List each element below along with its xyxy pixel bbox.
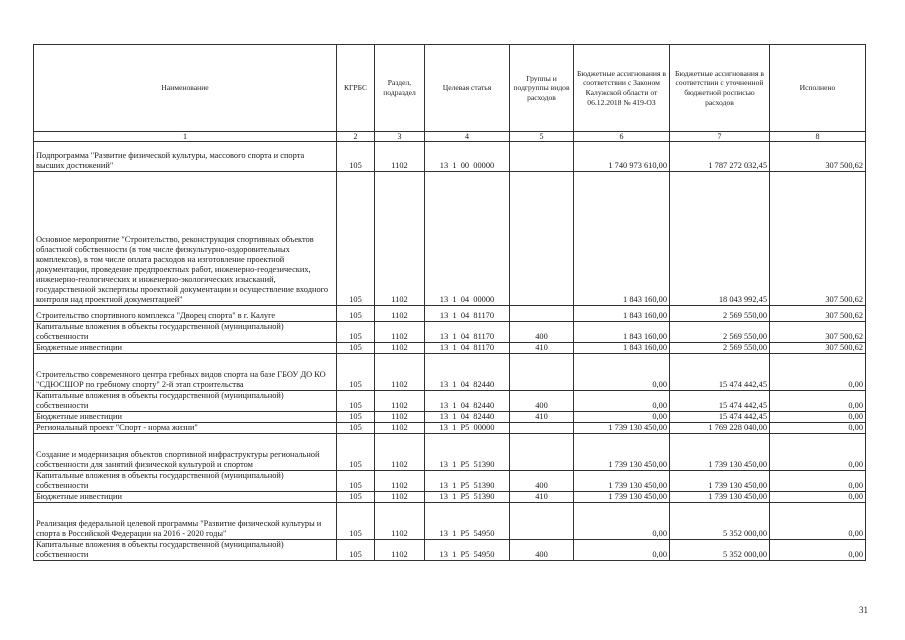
- row-executed-amount: 307 500,62: [770, 306, 866, 322]
- table-row: [34, 471, 866, 492]
- row-executed-amount: 0,00: [770, 391, 866, 412]
- row-target-code: 13 1 P5 51390: [425, 434, 510, 471]
- row-expense-group: [510, 306, 574, 322]
- header-kgrbs: КГРБС: [337, 45, 375, 132]
- row-refined-amount: 2 569 550,00: [670, 322, 770, 343]
- row-refined-amount: 1 787 272 032,45: [670, 142, 770, 172]
- row-law-amount: 0,00: [574, 540, 670, 561]
- row-target-code: 13 1 00 00000: [425, 142, 510, 172]
- column-number: 4: [425, 132, 510, 142]
- row-refined-amount: 1 769 228 040,00: [670, 423, 770, 434]
- row-law-amount: 1 739 130 450,00: [574, 492, 670, 503]
- row-kgrbs: 105: [337, 503, 375, 540]
- column-number: 6: [574, 132, 670, 142]
- row-section: 1102: [375, 391, 425, 412]
- row-executed-amount: 0,00: [770, 492, 866, 503]
- column-number-row: [34, 132, 866, 142]
- row-refined-amount: 1 739 130 450,00: [670, 471, 770, 492]
- row-name: Строительство спортивного комплекса "Дворец спорта" в г. Калуге: [34, 306, 337, 322]
- row-section: 1102: [375, 423, 425, 434]
- row-kgrbs: 105: [337, 540, 375, 561]
- header-target: Целевая статья: [425, 45, 510, 132]
- row-executed-amount: 0,00: [770, 471, 866, 492]
- row-target-code: 13 1 P5 54950: [425, 540, 510, 561]
- row-kgrbs: 105: [337, 172, 375, 306]
- row-refined-amount: 18 043 992,45: [670, 172, 770, 306]
- row-target-code: 13 1 P5 51390: [425, 471, 510, 492]
- row-kgrbs: 105: [337, 354, 375, 391]
- row-executed-amount: 307 500,62: [770, 172, 866, 306]
- table-row: [34, 423, 866, 434]
- row-name: Региональный проект "Спорт - норма жизни": [34, 423, 337, 434]
- row-section: 1102: [375, 434, 425, 471]
- row-name: Создание и модернизация объектов спортивной инфраструктуры региональной собственности для занятий физической культурой и спортом: [34, 434, 337, 471]
- row-name: Бюджетные инвестиции: [34, 343, 337, 354]
- row-refined-amount: 5 352 000,00: [670, 540, 770, 561]
- row-law-amount: 1 739 130 450,00: [574, 434, 670, 471]
- column-number: 7: [670, 132, 770, 142]
- row-kgrbs: 105: [337, 306, 375, 322]
- row-refined-amount: 15 474 442,45: [670, 412, 770, 423]
- row-executed-amount: 307 500,62: [770, 322, 866, 343]
- row-target-code: 13 1 04 00000: [425, 172, 510, 306]
- row-section: 1102: [375, 322, 425, 343]
- row-name: Основное мероприятие "Строительство, реконструкция спортивных объектов областной собственности (в том числе физкультурно-оздоровительных комплексов), в том числе оплата расходов на изготовление проектной документации, проведение предпроектных работ, инженерно-геодезических, инженерно-геологических и инженерно-экологических изысканий, государственной экспертизы проектной документации и осуществление входного контроля над проектной документацией": [34, 172, 337, 306]
- row-expense-group: 410: [510, 343, 574, 354]
- row-name: Капитальные вложения в объекты государственной (муниципальной) собственности: [34, 391, 337, 412]
- header-groups: Группы и подгруппы видов расходов: [510, 45, 574, 132]
- row-law-amount: 0,00: [574, 354, 670, 391]
- row-target-code: 13 1 P5 51390: [425, 492, 510, 503]
- row-executed-amount: 0,00: [770, 354, 866, 391]
- row-section: 1102: [375, 503, 425, 540]
- header-executed: Исполнено: [770, 45, 866, 132]
- row-expense-group: [510, 434, 574, 471]
- row-name: Капитальные вложения в объекты государственной (муниципальной) собственности: [34, 471, 337, 492]
- column-number: 2: [337, 132, 375, 142]
- row-expense-group: [510, 503, 574, 540]
- row-section: 1102: [375, 343, 425, 354]
- row-executed-amount: 0,00: [770, 434, 866, 471]
- row-name: Строительство современного центра гребных видов спорта на базе ГБОУ ДО КО "СДЮСШОР по гребному спорту" 2-й этап строительства: [34, 354, 337, 391]
- row-refined-amount: 1 739 130 450,00: [670, 492, 770, 503]
- table-row: [34, 306, 866, 322]
- row-section: 1102: [375, 540, 425, 561]
- table-row: [34, 354, 866, 391]
- header-section: Раздел, подраздел: [375, 45, 425, 132]
- table-row: [34, 434, 866, 471]
- row-law-amount: 0,00: [574, 391, 670, 412]
- table-row: [34, 172, 866, 306]
- header-row: [34, 45, 866, 132]
- row-name: Бюджетные инвестиции: [34, 412, 337, 423]
- row-section: 1102: [375, 412, 425, 423]
- row-section: 1102: [375, 492, 425, 503]
- header-refined: Бюджетные ассигнования в соответствии с уточненной бюджетной росписью расходов: [670, 45, 770, 132]
- row-target-code: 13 1 04 82440: [425, 354, 510, 391]
- row-kgrbs: 105: [337, 391, 375, 412]
- row-name: Капитальные вложения в объекты государственной (муниципальной) собственности: [34, 540, 337, 561]
- row-executed-amount: 0,00: [770, 423, 866, 434]
- row-target-code: 13 1 04 82440: [425, 412, 510, 423]
- row-name: Реализация федеральной целевой программы "Развитие физической культуры и спорта в Российской Федерации на 2016 - 2020 годы": [34, 503, 337, 540]
- row-executed-amount: 0,00: [770, 412, 866, 423]
- column-number: 8: [770, 132, 866, 142]
- row-name: Бюджетные инвестиции: [34, 492, 337, 503]
- header-law: Бюджетные ассигнования в соответствии с Законом Калужской области от 06.12.2018 № 419-ОЗ: [574, 45, 670, 132]
- row-executed-amount: 307 500,62: [770, 343, 866, 354]
- row-expense-group: 400: [510, 540, 574, 561]
- row-law-amount: 0,00: [574, 412, 670, 423]
- row-law-amount: 1 843 160,00: [574, 172, 670, 306]
- row-expense-group: 410: [510, 412, 574, 423]
- row-expense-group: [510, 423, 574, 434]
- row-section: 1102: [375, 471, 425, 492]
- row-name: Подпрограмма "Развитие физической культуры, массового спорта и спорта высших достижений": [34, 142, 337, 172]
- row-kgrbs: 105: [337, 343, 375, 354]
- row-law-amount: 0,00: [574, 503, 670, 540]
- row-section: 1102: [375, 142, 425, 172]
- row-law-amount: 1 740 973 610,00: [574, 142, 670, 172]
- row-executed-amount: 307 500,62: [770, 142, 866, 172]
- header-name: Наименование: [34, 45, 337, 132]
- row-expense-group: [510, 354, 574, 391]
- table-row: [34, 412, 866, 423]
- row-refined-amount: 15 474 442,45: [670, 354, 770, 391]
- table-row: [34, 322, 866, 343]
- column-number: 5: [510, 132, 574, 142]
- column-number: 1: [34, 132, 337, 142]
- row-kgrbs: 105: [337, 322, 375, 343]
- row-target-code: 13 1 04 81170: [425, 306, 510, 322]
- row-kgrbs: 105: [337, 434, 375, 471]
- row-section: 1102: [375, 354, 425, 391]
- row-expense-group: 400: [510, 471, 574, 492]
- row-target-code: 13 1 P5 54950: [425, 503, 510, 540]
- row-kgrbs: 105: [337, 471, 375, 492]
- row-refined-amount: 2 569 550,00: [670, 306, 770, 322]
- row-section: 1102: [375, 306, 425, 322]
- row-law-amount: 1 739 130 450,00: [574, 423, 670, 434]
- row-refined-amount: 1 739 130 450,00: [670, 434, 770, 471]
- row-name: Капитальные вложения в объекты государственной (муниципальной) собственности: [34, 322, 337, 343]
- row-target-code: 13 1 04 82440: [425, 391, 510, 412]
- table-row: [34, 391, 866, 412]
- row-kgrbs: 105: [337, 412, 375, 423]
- row-target-code: 13 1 04 81170: [425, 343, 510, 354]
- table-row: [34, 540, 866, 561]
- row-law-amount: 1 843 160,00: [574, 322, 670, 343]
- row-executed-amount: 0,00: [770, 540, 866, 561]
- row-expense-group: [510, 172, 574, 306]
- row-refined-amount: 5 352 000,00: [670, 503, 770, 540]
- row-expense-group: [510, 142, 574, 172]
- row-law-amount: 1 843 160,00: [574, 343, 670, 354]
- row-section: 1102: [375, 172, 425, 306]
- row-expense-group: 400: [510, 391, 574, 412]
- row-executed-amount: 0,00: [770, 503, 866, 540]
- row-kgrbs: 105: [337, 142, 375, 172]
- row-expense-group: 400: [510, 322, 574, 343]
- budget-sheet: [33, 44, 865, 561]
- table-row: [34, 503, 866, 540]
- table-row: [34, 343, 866, 354]
- row-kgrbs: 105: [337, 492, 375, 503]
- row-law-amount: 1 843 160,00: [574, 306, 670, 322]
- table-row: [34, 492, 866, 503]
- page-number: 31: [859, 605, 868, 615]
- row-target-code: 13 1 04 81170: [425, 322, 510, 343]
- budget-table: [33, 44, 866, 561]
- row-refined-amount: 2 569 550,00: [670, 343, 770, 354]
- row-expense-group: 410: [510, 492, 574, 503]
- row-law-amount: 1 739 130 450,00: [574, 471, 670, 492]
- row-target-code: 13 1 P5 00000: [425, 423, 510, 434]
- column-number: 3: [375, 132, 425, 142]
- row-kgrbs: 105: [337, 423, 375, 434]
- table-row: [34, 142, 866, 172]
- row-refined-amount: 15 474 442,45: [670, 391, 770, 412]
